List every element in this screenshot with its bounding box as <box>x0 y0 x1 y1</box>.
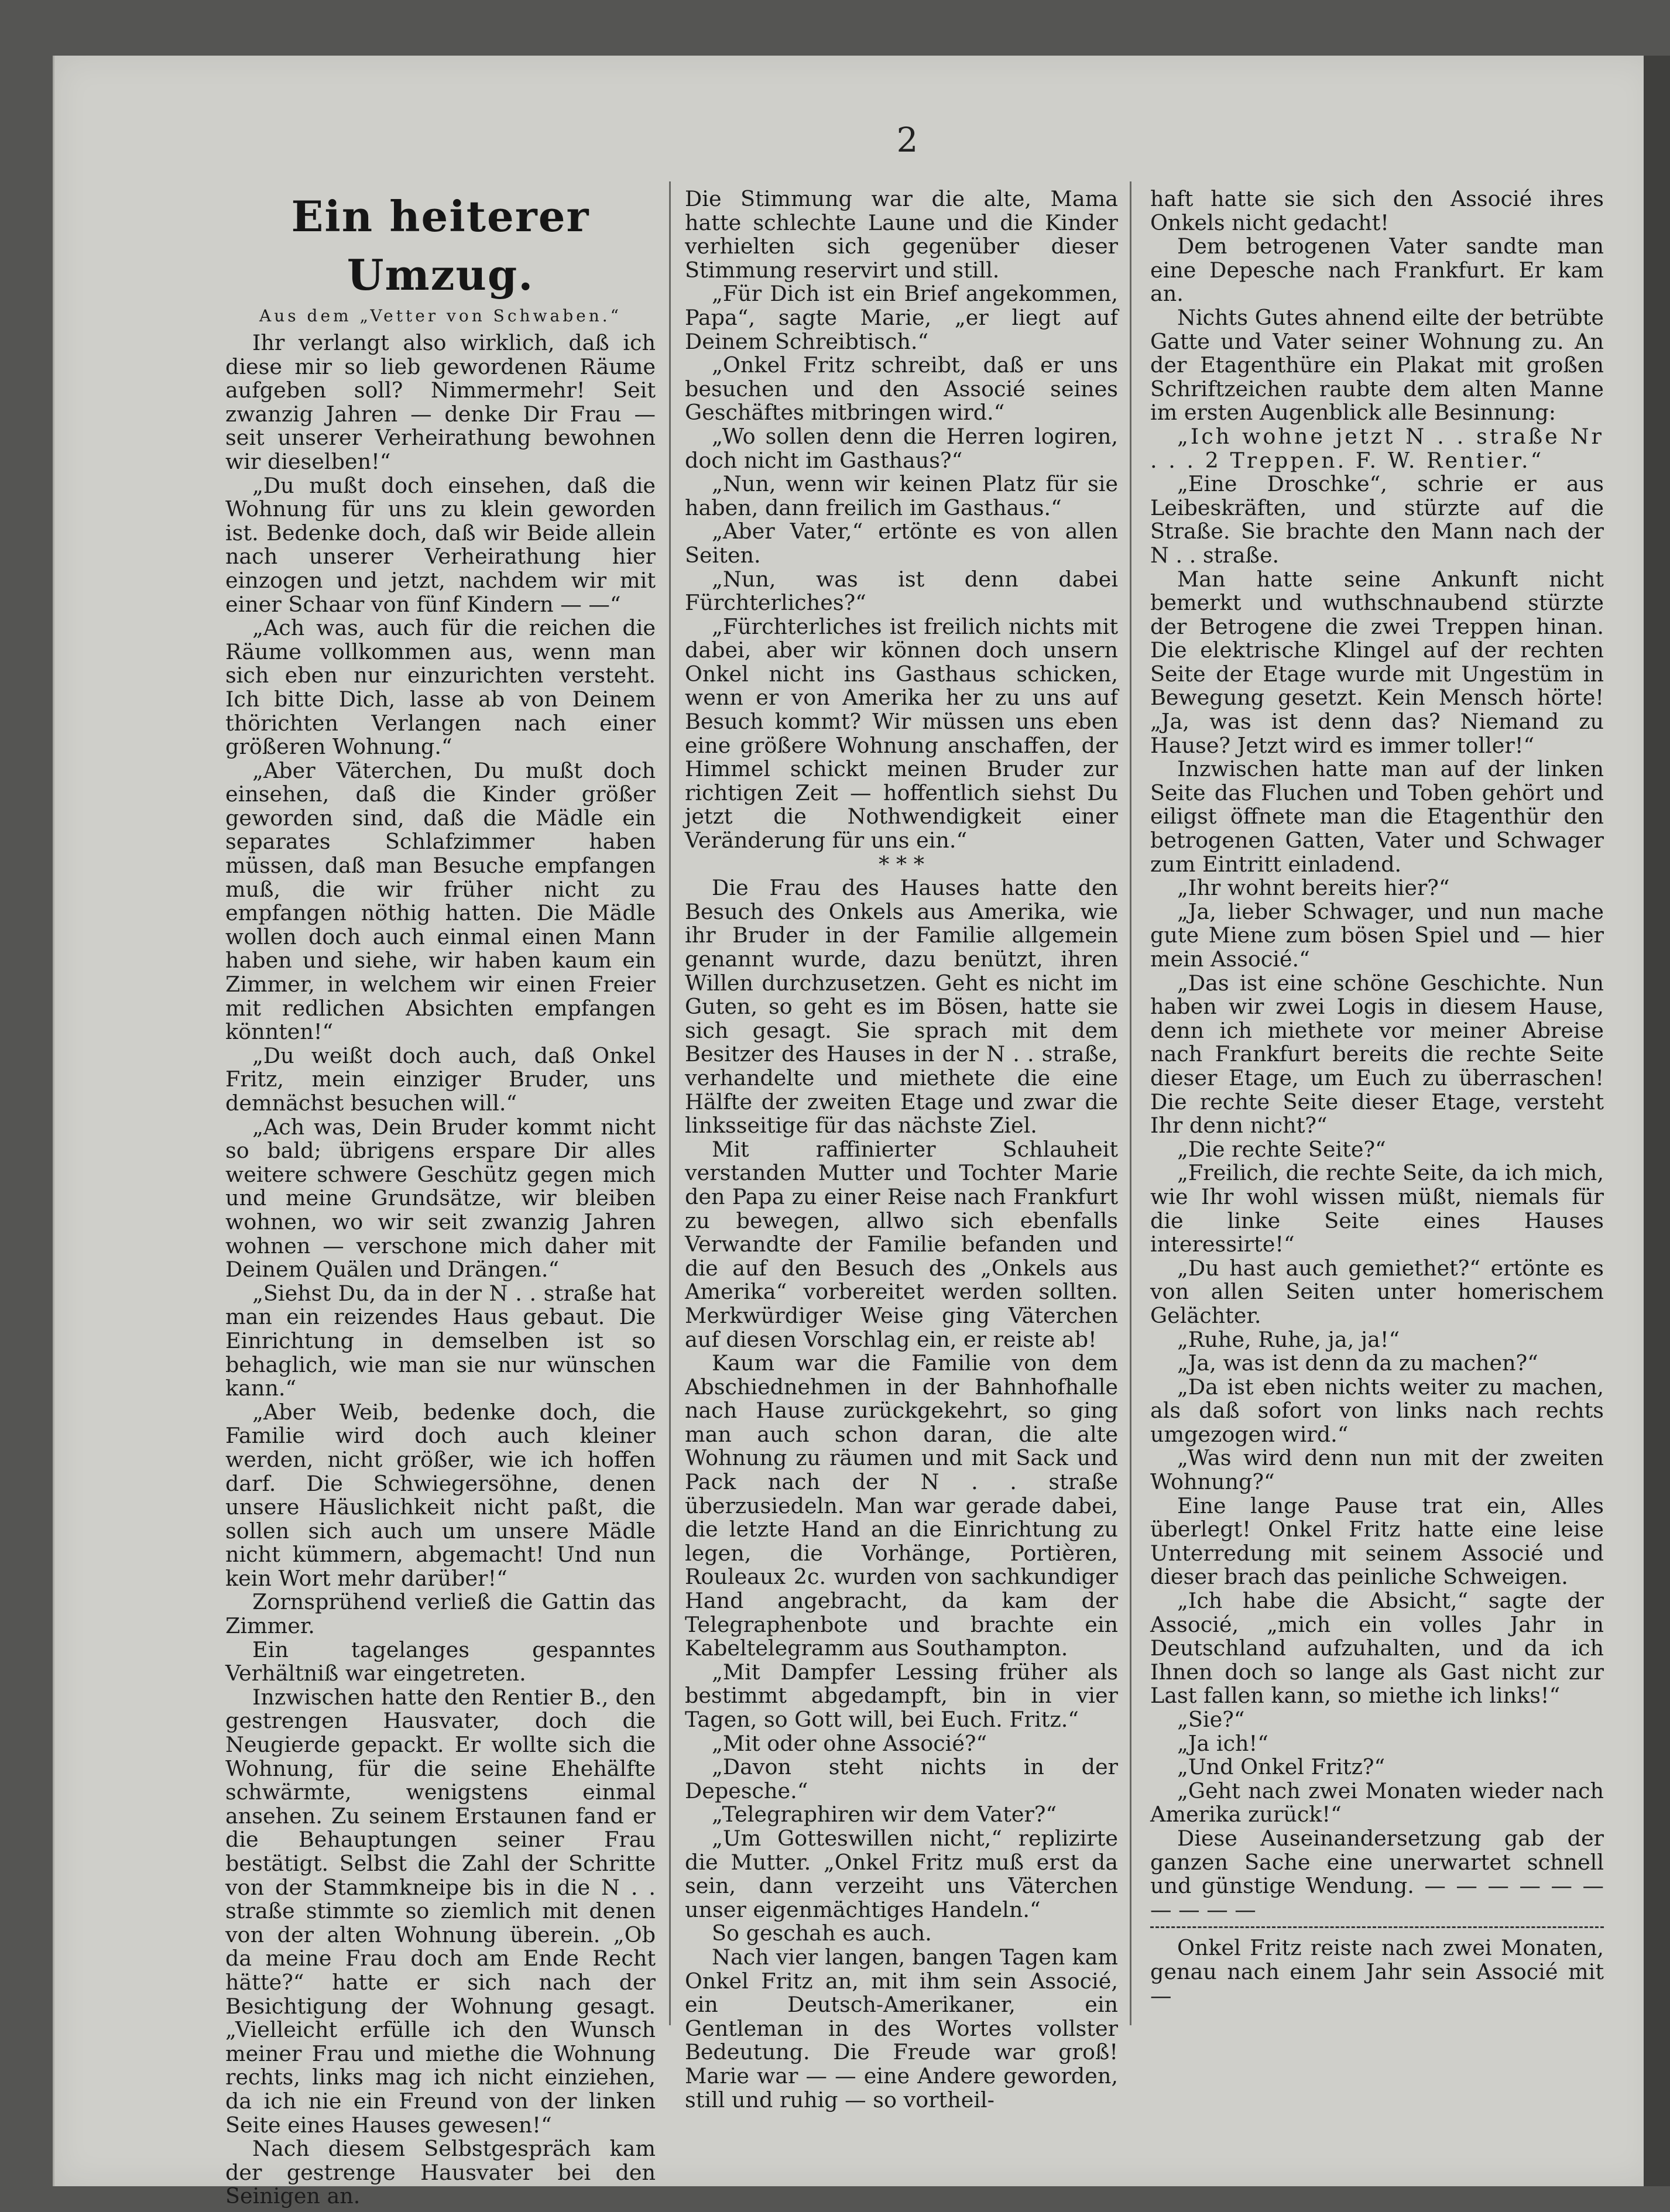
paragraph: „Wo sollen denn die Herren logiren, doch nicht im Gasthaus?“ <box>685 423 1118 473</box>
paragraph: „Das ist eine schöne Geschichte. Nun haben wir zwei Logis in diesem Hause, denn ich miethete vor meiner Abreise nach Frankfurt bereits die rechte Seite dieser Etage, um Euch zu überraschen! Die rechte Seite dieser Etage, versteht Ihr denn nicht?“ <box>1150 970 1604 1138</box>
paragraph: Inzwischen hatte man auf der linken Seite das Fluchen und Toben gehört und eiligst öffnete man die Etagenthür den betrogenen Gatten, Vater und Schwager zum Eintritt einladend. <box>1150 756 1604 877</box>
page-edge-shadow <box>1644 56 1670 2186</box>
section-separator: * * * <box>879 851 924 877</box>
paragraph: „Ja, lieber Schwager, und nun mache gute Miene zum bösen Spiel und — hier mein Associé.“ <box>1150 898 1604 972</box>
paragraph: „Du mußt doch einsehen, daß die Wohnung für uns zu klein geworden ist. Bedenke doch, daß wir Beide allein nach unserer Verheirathung hier einzogen und jetzt, nachdem wir mit einer Schaar von fünf Kindern — —“ <box>225 472 656 617</box>
paragraph: haft hatte sie sich den Associé ihres Onkels nicht gedacht! <box>1150 186 1604 235</box>
article-title: Ein heiterer Umzug. <box>291 191 590 300</box>
paragraph: „Du hast auch gemiethet?“ ertönte es von allen Seiten unter homerischem Gelächter. <box>1150 1255 1604 1328</box>
dashed-separator <box>1150 1926 1604 1928</box>
paragraph: „Und Onkel Fritz?“ <box>1177 1754 1386 1780</box>
paragraph: Onkel Fritz reiste nach zwei Monaten, genau nach einem Jahr sein Associé mit — <box>1150 1935 1604 2008</box>
paragraph: „Aber Weib, bedenke doch, die Familie wird doch auch kleiner werden, nicht größer, wie ich hoffen darf. Die Schwiegersöhne, denen unsere Häuslichkeit nicht paßt, die sollen sich auch um unsere Mädle nicht kümmern, abgemacht! Und nun kein Wort mehr darüber!“ <box>225 1399 656 1591</box>
paragraph: „Telegraphiren wir dem Vater?“ <box>712 1802 1057 1827</box>
paragraph: „Ja, was ist denn da zu machen?“ <box>1177 1350 1538 1376</box>
paragraph: „Freilich, die rechte Seite, da ich mich, wie Ihr wohl wissen müßt, niemals für die linke Seite eines Hauses interessirte!“ <box>1150 1160 1604 1257</box>
paragraph: „Davon steht nichts in der Depesche.“ <box>685 1754 1118 1803</box>
paragraph: „Für Dich ist ein Brief angekommen, Papa“, sagte Marie, „er liegt auf Deinem Schreibtisch.“ <box>685 281 1118 354</box>
paragraph: So geschah es auch. <box>712 1921 932 1946</box>
paragraph: „Sie?“ <box>1177 1707 1245 1732</box>
quoted-sign-text: „Ich wohne jetzt N . . straße Nr . . . 2 Treppen. F. W. Rentier.“ <box>1150 423 1604 473</box>
column-1 <box>225 181 656 2208</box>
paragraph: Ihr verlangt also wirklich, daß ich diese mir so lieb gewordenen Räume aufgeben soll? Nimmermehr! Seit zwanzig Jahren — denke Dir Frau — seit unserer Verheirathung bewohnen wir dieselben!“ <box>225 330 656 474</box>
paragraph: „Onkel Fritz schreibt, daß er uns besuchen und den Associé seines Geschäftes mitbringen wird.“ <box>685 352 1118 426</box>
paragraph: „Nun, wenn wir keinen Platz für sie haben, dann freilich im Gasthaus.“ <box>685 471 1118 520</box>
column-rule-2 <box>1130 181 1131 2025</box>
paragraph: „Ja ich!“ <box>1177 1730 1268 1756</box>
paragraph: „Ich habe die Absicht,“ sagte der Associé, „mich ein volles Jahr in Deutschland aufzuhalten, und da ich Ihnen doch so lange als Gast nicht zur Last fallen kann, so miethe ich links!“ <box>1150 1588 1604 1709</box>
article-subtitle: Aus dem „Vetter von Schwaben.“ <box>259 306 622 325</box>
paragraph: „Nun, was ist denn dabei Fürchterliches?“ <box>685 566 1118 616</box>
paragraph: „Mit oder ohne Associé?“ <box>712 1730 987 1756</box>
paragraph: „Eine Droschke“, schrie er aus Leibeskräften, und stürzte auf die Straße. Sie brachte den Mann nach der N . . straße. <box>1150 471 1604 568</box>
paragraph: „Ihr wohnt bereits hier?“ <box>1177 875 1450 901</box>
paragraph: Eine lange Pause trat ein, Alles überlegt! Onkel Fritz hatte eine leise Unterredung mit seinem Associé und dieser brach das peinliche Schweigen. <box>1150 1493 1604 1590</box>
paragraph: Mit raffinierter Schlauheit verstanden Mutter und Tochter Marie den Papa zu einer Reise nach Frankfurt zu bewegen, allwo sich ebenfalls Verwandte der Familie befanden und die auf den Besuch des „Onkels aus Amerika“ vorbereitet werden sollten. Merkwürdiger Weise ging Väterchen auf diesen Vorschlag ein, er reiste ab! <box>685 1136 1118 1352</box>
column-2 <box>685 187 1118 2112</box>
paragraph: „Was wird denn nun mit der zweiten Wohnung?“ <box>1150 1445 1604 1495</box>
paragraph: „Da ist eben nichts weiter zu machen, als daß sofort von links nach rechts umgezogen wird.“ <box>1150 1374 1604 1447</box>
paragraph: Inzwischen hatte den Rentier B., den gestrengen Hausvater, doch die Neugierde gepackt. Er wollte sich die Wohnung, für die seine Ehehälfte schwärmte, wenigstens einmal ansehen. Zu seinem Erstaunen fand er die Behauptungen seiner Frau bestätigt. Selbst die Zahl der Schritte von der Stammkneipe bis in die N . . straße stimmte so ziemlich mit denen von der alten Wohnung überein. „Ob da meine Frau doch am Ende Recht hätte?“ hatte er sich nach der Besichtigung der Wohnung gesagt. „Vielleicht erfülle ich den Wunsch meiner Frau und miethe die Wohnung rechts, links mag ich nicht einziehen, da ich nie ein Freund von der linken Seite eines Hauses gewesen!“ <box>225 1684 656 2138</box>
paragraph: „Fürchterliches ist freilich nichts mit dabei, aber wir können doch unsern Onkel nicht ins Gasthaus schicken, wenn er von Amerika her zu uns auf Besuch kommt? Wir müssen uns eben eine größere Wohnung anschaffen, der Himmel schickt meinen Bruder zur richtigen Zeit — hoffentlich siehst Du jetzt die Nothwendigkeit einer Veränderung für uns ein.“ <box>685 613 1118 853</box>
paragraph: Die Frau des Hauses hatte den Besuch des Onkels aus Amerika, wie ihr Bruder in der Familie allgemein genannt wurde, dazu benützt, ihren Willen durchzusetzen. Geht es nicht im Guten, so geht es im Bösen, hatte sie sich gesagt. Sie sprach mit dem Besitzer des Hauses in der N . . straße, verhandelte und miethete die eine Hälfte der zweiten Etage und zwar die linksseitige für das nächste Ziel. <box>685 875 1118 1138</box>
page-number: 2 <box>896 120 918 160</box>
paragraph: Kaum war die Familie von dem Abschiednehmen in der Bahnhofhalle nach Hause zurückgekehrt, so ging man auch schon daran, die alte Wohnung zu räumen und mit Sack und Pack nach der N . . straße überzusiedeln. Man war gerade dabei, die letzte Hand an die Einrichtung zu legen, die Vorhänge, Portièren, Rouleaux 2c. wurden von sachkundiger Hand angebracht, da kam der Telegraphenbote und brachte ein Kabeltelegramm aus Southampton. <box>685 1350 1118 1661</box>
paragraph: Man hatte seine Ankunft nicht bemerkt und wuthschnaubend stürzte der Betrogene die zwei Treppen hinan. Die elektrische Klingel auf der rechten Seite der Etage wurde mit Ungestüm in Bewegung gesetzt. Kein Mensch hörte! „Ja, was ist denn das? Niemand zu Hause? Jetzt wird es immer toller!“ <box>1150 566 1604 758</box>
paragraph: Dem betrogenen Vater sandte man eine Depesche nach Frankfurt. Er kam an. <box>1150 234 1604 307</box>
column-3 <box>1150 187 1604 2008</box>
paragraph: „Du weißt doch auch, daß Onkel Fritz, mein einziger Bruder, uns demnächst besuchen will.“ <box>225 1042 656 1116</box>
paragraph: „Die rechte Seite?“ <box>1177 1136 1386 1162</box>
paragraph: „Ach was, auch für die reichen die Räume vollkommen aus, wenn man sich eben nur einzurichten versteht. Ich bitte Dich, lasse ab von Deinem thörichten Verlangen nach einer größeren Wohnung.“ <box>225 615 656 760</box>
paragraph: Nach vier langen, bangen Tagen kam Onkel Fritz an, mit ihm sein Associé, ein Deutsch-Amerikaner, ein Gentleman in des Wortes vollster Bedeutung. Die Freude war groß! Marie war — — eine Andere geworden, still und ruhig — so vortheil- <box>685 1944 1118 2112</box>
paragraph: Nach diesem Selbstgespräch kam der gestrenge Hausvater bei den Seinigen an. <box>225 2136 656 2209</box>
paragraph: Ein tagelanges gespanntes Verhältniß war eingetreten. <box>225 1637 656 1686</box>
paragraph: „Um Gotteswillen nicht,“ replizirte die Mutter. „Onkel Fritz muß erst da sein, dann verzeiht uns Väterchen unser eigenmächtiges Handeln.“ <box>685 1825 1118 1922</box>
paragraph: „Aber Vater,“ ertönte es von allen Seiten. <box>685 519 1118 568</box>
paragraph: Diese Auseinandersetzung gab der ganzen Sache eine unerwartet schnell und günstige Wendung. — — — — — — — — — — <box>1150 1825 1604 1922</box>
paragraph: „Mit Dampfer Lessing früher als bestimmt abgedampft, bin in vier Tagen, so Gott will, bei Euch. Fritz.“ <box>685 1659 1118 1732</box>
paragraph: Nichts Gutes ahnend eilte der betrübte Gatte und Vater seiner Wohnung zu. An der Etagenthüre ein Plakat mit großen Schriftzeichen raubte dem alten Manne im ersten Augenblick alle Besinnung: <box>1150 304 1604 426</box>
paragraph: Zornsprühend verließ die Gattin das Zimmer. <box>225 1589 656 1639</box>
paragraph: „Aber Väterchen, Du mußt doch einsehen, daß die Kinder größer geworden sind, daß die Mädle ein separates Schlafzimmer haben müssen, daß man Besuche empfangen muß, die wir früher nicht zu empfangen nöthig hatten. Die Mädle wollen doch auch einmal einen Mann haben und siehe, wir haben kaum ein Zimmer, in welchem wir einen Freier mit redlichen Absichten empfangen könnten!“ <box>225 757 656 1045</box>
paragraph: „Siehst Du, da in der N . . straße hat man ein reizendes Haus gebaut. Die Einrichtung in demselben ist so behaglich, wie man sie nur wünschen kann.“ <box>225 1280 656 1401</box>
paragraph: „Geht nach zwei Monaten wieder nach Amerika zurück!“ <box>1150 1778 1604 1827</box>
column-rule-1 <box>669 181 671 2025</box>
paragraph: Die Stimmung war die alte, Mama hatte schlechte Laune und die Kinder verhielten sich gegenüber dieser Stimmung reservirt und still. <box>685 186 1118 283</box>
paragraph: „Ruhe, Ruhe, ja, ja!“ <box>1177 1326 1400 1352</box>
paragraph: „Ach was, Dein Bruder kommt nicht so bald; übrigens erspare Dir alles weitere schwere Geschütz gegen mich und meine Grundsätze, wir bleiben wohnen, wo wir seit zwanzig Jahren wohnen — verschone mich daher mit Deinem Quälen und Drängen.“ <box>225 1114 656 1282</box>
